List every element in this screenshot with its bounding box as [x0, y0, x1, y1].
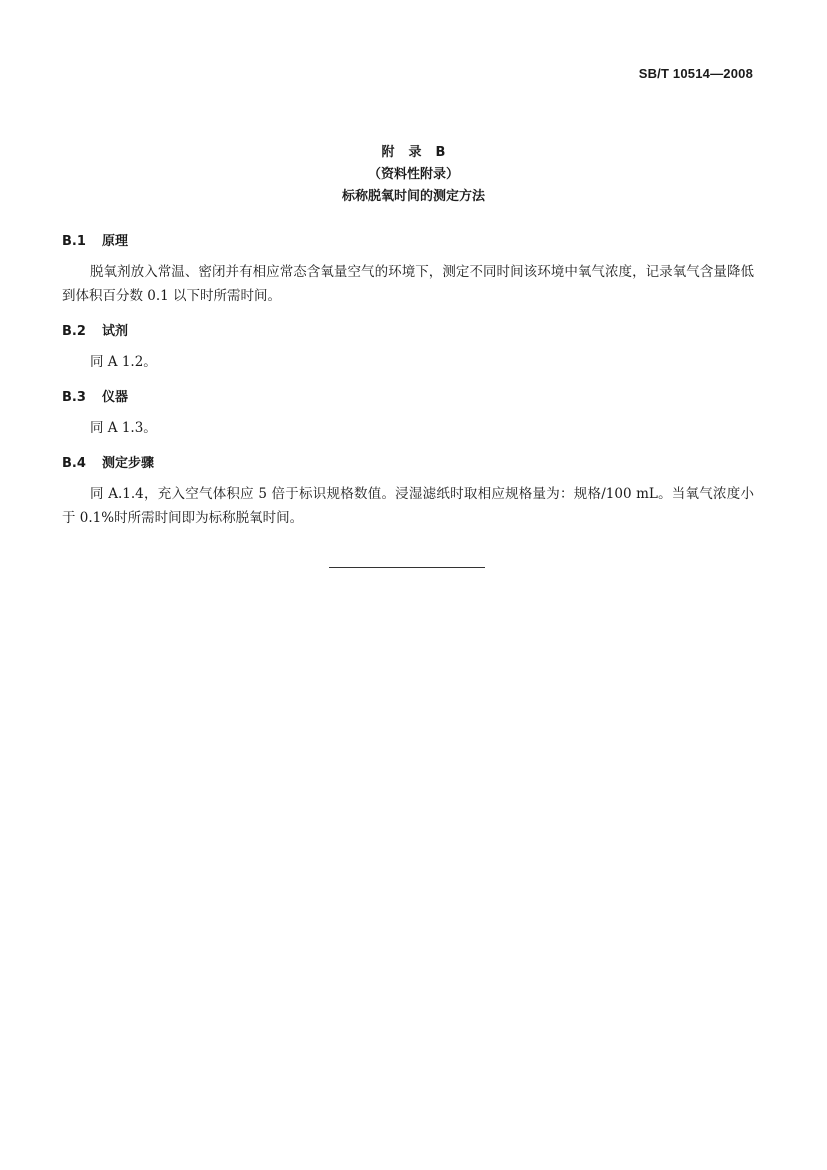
section-title: 试剂 — [102, 324, 129, 339]
end-of-annex-rule — [329, 567, 485, 568]
section-title: 测定步骤 — [102, 456, 155, 471]
section-title: 仪器 — [102, 390, 129, 405]
section-heading — [62, 454, 754, 474]
annex-label: 附录B — [381, 145, 460, 160]
annex-title: 标称脱氧时间的测定方法 — [341, 189, 485, 204]
section-title: 原理 — [102, 234, 129, 249]
section-number: B.3 — [62, 390, 86, 405]
section-number: B.4 — [62, 456, 86, 471]
section-b4 — [62, 454, 754, 530]
section-heading — [62, 322, 754, 342]
section-paragraph: 脱氧剂放入常温、密闭并有相应常态含氧量空气的环境下，测定不同时间该环境中氧气浓度，记录氧气含量降低到体积百分数 0.1 以下时所需时间。 — [62, 264, 754, 304]
section-b1 — [62, 232, 754, 308]
section-paragraph: 同 A 1.2。 — [90, 354, 157, 370]
section-paragraph: 同 A.1.4，充入空气体积应 5 倍于标识规格数值。浸湿滤纸时取相应规格量为：规格/100 mL。当氧气浓度小于 0.1%时所需时间即为标称脱氧时间。 — [62, 486, 754, 526]
standard-code: SB/T 10514—2008 — [638, 66, 753, 81]
section-b3 — [62, 388, 754, 440]
section-b2 — [62, 322, 754, 374]
annex-heading — [0, 142, 827, 208]
annex-body — [62, 232, 754, 544]
annex-type: （资料性附录） — [367, 167, 459, 182]
section-heading — [62, 388, 754, 408]
section-number: B.2 — [62, 324, 86, 339]
section-heading — [62, 232, 754, 252]
section-number: B.1 — [62, 234, 86, 249]
section-paragraph: 同 A 1.3。 — [90, 420, 157, 436]
